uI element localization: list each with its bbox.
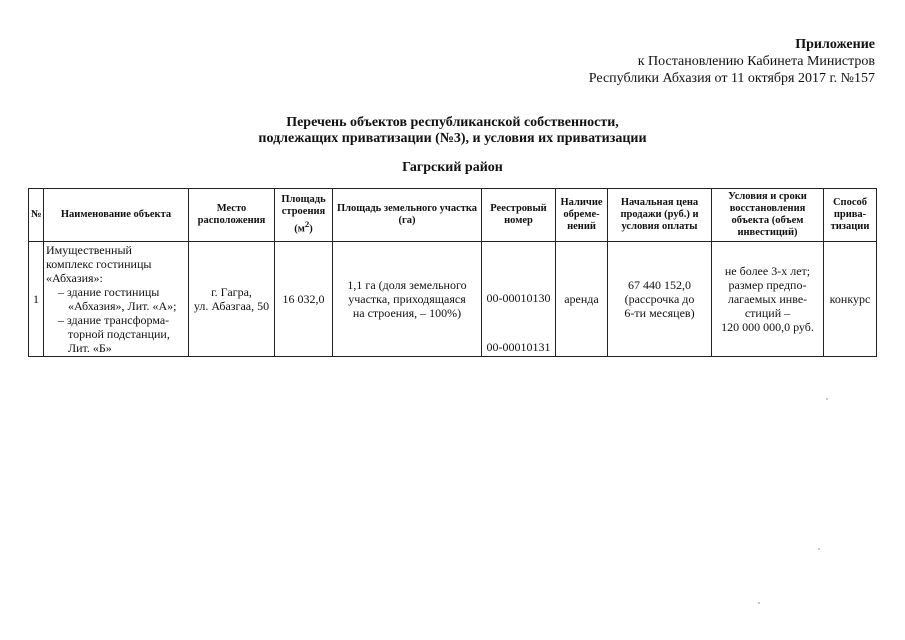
location-line1: г. Гагра,: [211, 285, 252, 299]
header-area-building: [275, 189, 333, 242]
conditions-line5: 120 000 000,0 руб.: [721, 320, 814, 334]
scan-speck: [818, 548, 820, 550]
table-header-row: [29, 189, 877, 242]
appendix-line2: Республики Абхазия от 11 октября 2017 г. №157: [588, 71, 875, 86]
cell-area-building: 16 032,0: [275, 242, 333, 357]
registry-number-1: 00-00010130: [486, 291, 551, 305]
conditions-line4: стиций –: [744, 306, 791, 320]
header-encumbrance: Наличие обреме-нений: [556, 189, 608, 242]
header-area-building-end: ): [309, 223, 313, 235]
cell-encumbrance: аренда: [556, 242, 608, 357]
conditions-line3: лагаемых инве-: [727, 292, 808, 306]
cell-registry: [482, 242, 556, 357]
cell-location: [189, 242, 275, 357]
name-line: «Абхазия»:: [46, 271, 103, 285]
appendix-title: Приложение: [795, 37, 875, 52]
header-location: Место расположения: [189, 189, 275, 242]
cell-area-land: [333, 242, 482, 357]
header-name: Наименование объекта: [44, 189, 189, 242]
cell-conditions: [712, 242, 824, 357]
price-line2: (рассрочка до: [624, 292, 695, 306]
header-area-building-text: Площадь строения (м: [281, 194, 326, 235]
price-line1: 67 440 152,0: [628, 278, 691, 292]
header-price: Начальная цена продажи (руб.) и условия оплаты: [608, 189, 712, 242]
header-num: №: [29, 189, 44, 242]
cell-name: [44, 242, 189, 357]
name-line: Имущественный: [46, 243, 132, 257]
scan-speck: [758, 602, 760, 604]
header-conditions: Условия и сроки восстановления объекта (объем инвестиций): [712, 189, 824, 242]
name-line: – здание гостиницы: [58, 285, 160, 299]
name-line: Лит. «Б»: [68, 341, 112, 355]
cell-price: [608, 242, 712, 357]
area-land-line2: участка, приходящаяся: [348, 292, 466, 306]
region-heading: Гагрский район: [402, 160, 503, 175]
name-line: комплекс гостиницы: [46, 257, 152, 271]
cell-method: конкурс: [824, 242, 877, 357]
conditions-line1: не более 3-х лет;: [724, 264, 811, 278]
appendix-line1: к Постановлению Кабинета Министров: [637, 54, 875, 69]
name-line: – здание трансформа-: [58, 313, 170, 327]
document-title-line1: Перечень объектов республиканской собственности,: [286, 115, 619, 130]
registry-wrap: [484, 242, 553, 354]
scan-speck: [826, 398, 828, 400]
price-line3: 6-ти месяцев): [624, 306, 695, 320]
area-land-line3: на строения, – 100%): [352, 306, 462, 320]
privatization-objects-table: [28, 188, 877, 357]
header-registry: Реестровый номер: [482, 189, 556, 242]
cell-num: 1: [29, 242, 44, 357]
header-area-land: Площадь земельного участка (га): [333, 189, 482, 242]
header-area-building-sup: 2: [304, 219, 310, 230]
area-land-line1: 1,1 га (доля земельного: [347, 278, 467, 292]
name-line: «Абхазия», Лит. «А»;: [68, 299, 177, 313]
location-line2: ул. Абазгаа, 50: [193, 299, 270, 313]
registry-number-2: 00-00010131: [486, 340, 551, 354]
header-method: Способ прива-тизации: [824, 189, 877, 242]
document-title: [0, 115, 905, 147]
name-line: торной подстанции,: [68, 327, 170, 341]
appendix-block: [589, 36, 875, 87]
conditions-line2: размер предпо-: [728, 278, 807, 292]
document-title-line2: подлежащих приватизации (№3), и условия их приватизации: [258, 131, 647, 146]
table-row: [29, 242, 877, 357]
